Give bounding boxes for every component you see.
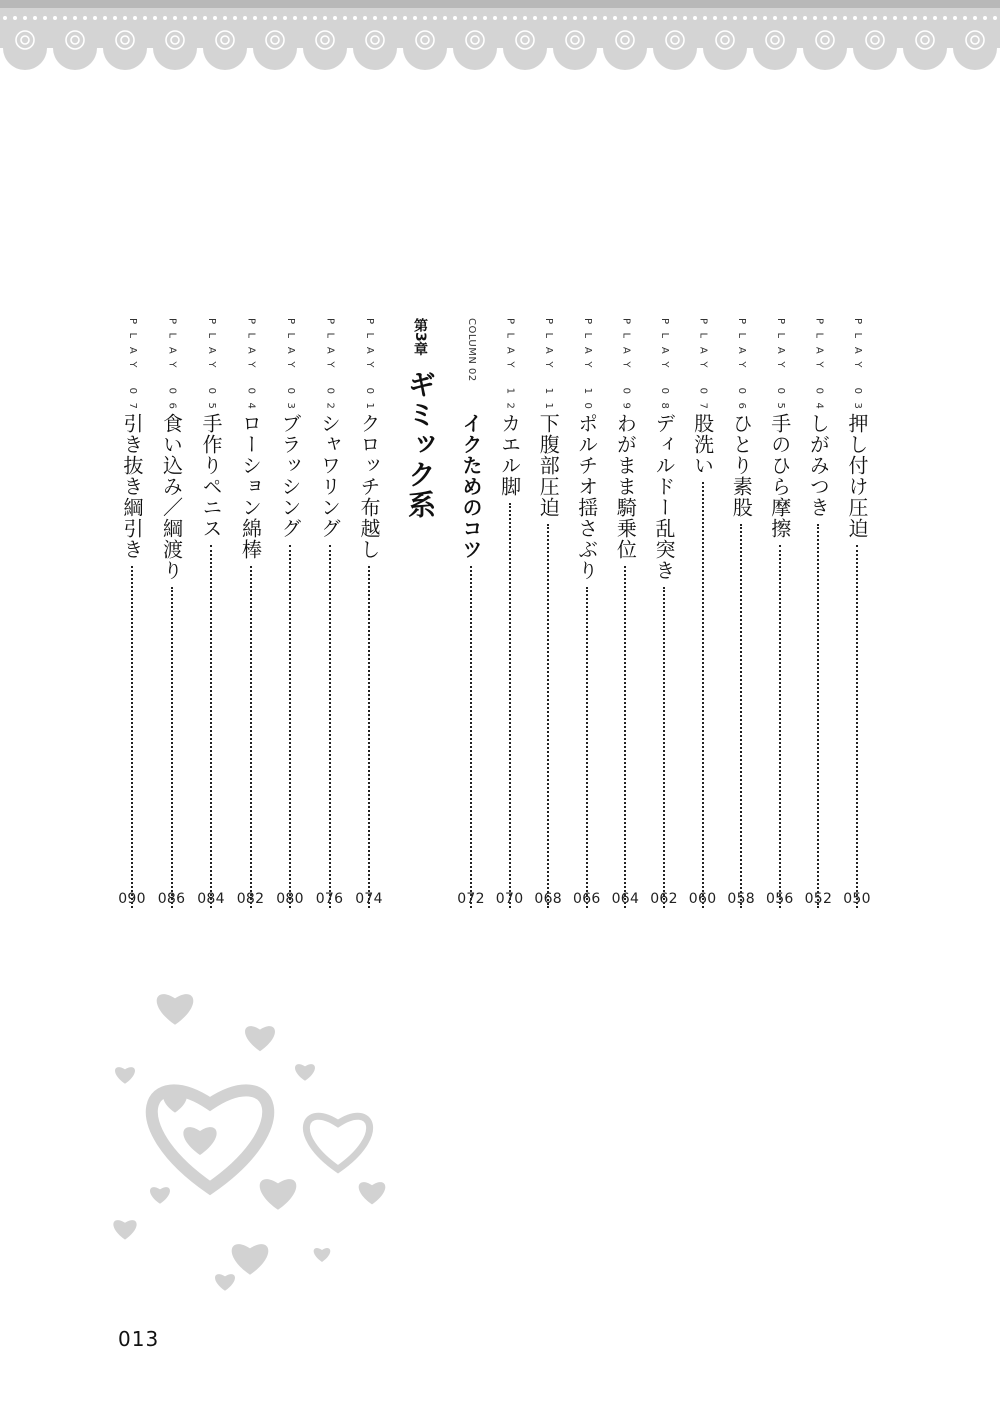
toc-entry-title: ローション綿棒 [238,413,263,560]
chapter-heading [402,318,438,578]
toc-dot-leader [624,566,626,908]
toc-entry-label: PLAY 01 [364,318,375,418]
toc-dot-leader [740,524,742,908]
toc-dot-leader [547,524,549,908]
toc-entry [532,318,564,918]
toc-entry [195,318,227,918]
toc-entry-page: 052 [804,891,833,907]
toc-entry [353,318,385,918]
toc-entry-label: PLAY 07 [127,318,138,418]
toc-entry-label: PLAY 05 [774,318,786,418]
toc-entry-label: PLAY 08 [659,318,670,418]
toc-entry-label: PLAY 05 [206,318,217,418]
toc-dot-leader [171,587,173,908]
toc-entry-label: PLAY 02 [324,318,336,418]
toc-entry-label: PLAY 04 [245,318,257,418]
toc-entry [802,318,834,918]
toc-entry [494,318,526,918]
toc-entry-page: 086 [157,891,186,907]
toc-entry-label: PLAY 07 [697,318,709,418]
toc-entry-page: 056 [765,891,794,907]
toc-dot-leader [250,566,252,908]
toc-entry [764,318,796,918]
toc-entry-title: カエル脚 [497,413,522,497]
toc-entry-page: 082 [236,891,265,907]
toc-entry-page: 084 [197,891,225,907]
toc-entry-page: 062 [650,891,678,907]
toc-entry [648,318,680,918]
toc-entry-page: 050 [843,891,871,907]
toc-dot-leader [702,482,704,908]
toc-entry [725,318,757,918]
toc-entry [274,318,306,918]
toc-entry-label: PLAY 11 [543,318,555,418]
toc-entry-label: PLAY 06 [166,318,178,418]
toc-entry [156,318,188,918]
toc-entry-label: COLUMN 02 [466,318,477,382]
toc-entry-page: 080 [276,891,304,907]
toc-entry-page: 070 [495,891,524,907]
toc-entry-title: ポルチオ揺さぶり [574,413,599,581]
toc-entry-title: 手のひら摩擦 [767,413,792,539]
toc-entry-label: PLAY 09 [620,318,632,418]
toc-entry-page: 058 [727,891,755,907]
hearts-decoration [100,975,400,1295]
toc-entry-title: しがみつき [806,413,831,518]
toc-entry [116,318,148,918]
toc-dot-leader [663,587,665,908]
toc-entry [841,318,873,918]
toc-dot-leader [329,545,331,908]
toc-entry [571,318,603,918]
toc-entry-page: 072 [457,891,485,907]
toc-entry-title: クロッチ布越し [357,413,381,560]
toc-dot-leader [586,587,588,908]
toc-dot-leader [368,566,370,908]
toc-entry-label: PLAY 06 [736,318,748,418]
toc-dot-leader [289,545,291,908]
toc-entry-title: 引き抜き綱引き [120,413,144,560]
toc-entry [455,318,487,918]
toc-entry-title: 食い込み／綱渡り [159,413,184,581]
toc-entry-label: PLAY 03 [852,318,863,418]
toc-entry-title: 股洗い [690,413,715,476]
lace-border-decoration [0,0,1000,75]
toc-dot-leader [210,545,212,908]
toc-entry [687,318,719,918]
toc-dot-leader [509,503,511,908]
toc-entry-page: 064 [611,891,640,907]
toc-dot-leader [856,545,858,908]
toc-dot-leader [131,566,133,908]
toc-entry-title: わがまま騎乗位 [613,413,638,560]
toc-entry [609,318,641,918]
toc-entry-page: 068 [534,891,562,907]
toc-entry-page: 060 [688,891,717,907]
toc-entry-page: 066 [572,891,601,907]
toc-entry-label: PLAY 12 [504,318,516,418]
toc-entry-title: ひとり素股 [729,413,754,518]
toc-entry-page: 090 [118,891,146,907]
toc-entry-label: PLAY 10 [581,318,593,418]
toc-entry [314,318,346,918]
toc-entry-page: 074 [355,891,383,907]
toc-entry-title: ブラッシング [278,413,302,539]
toc-entry-title: シャワリング [317,413,342,539]
page-number: 013 [118,1327,160,1351]
toc-entry [235,318,267,918]
toc-entry-title: ディルドー乱突き [652,413,676,581]
toc-dot-leader [779,545,781,908]
toc-entry-title: 押し付け圧迫 [845,413,869,539]
toc-entry-title: 下腹部圧迫 [536,413,561,518]
toc-dot-leader [470,566,472,908]
chapter-name: ギミック系 [404,369,437,520]
chapter-number: 第3章 [412,318,428,356]
toc-dot-leader [817,524,819,908]
toc-entry-label: PLAY 04 [813,318,825,418]
toc-entry-title: イクためのコツ [459,413,483,560]
toc-entry-page: 076 [315,891,344,907]
toc-entry-title: 手作りペニス [199,413,223,539]
toc-entry-label: PLAY 03 [285,318,296,418]
